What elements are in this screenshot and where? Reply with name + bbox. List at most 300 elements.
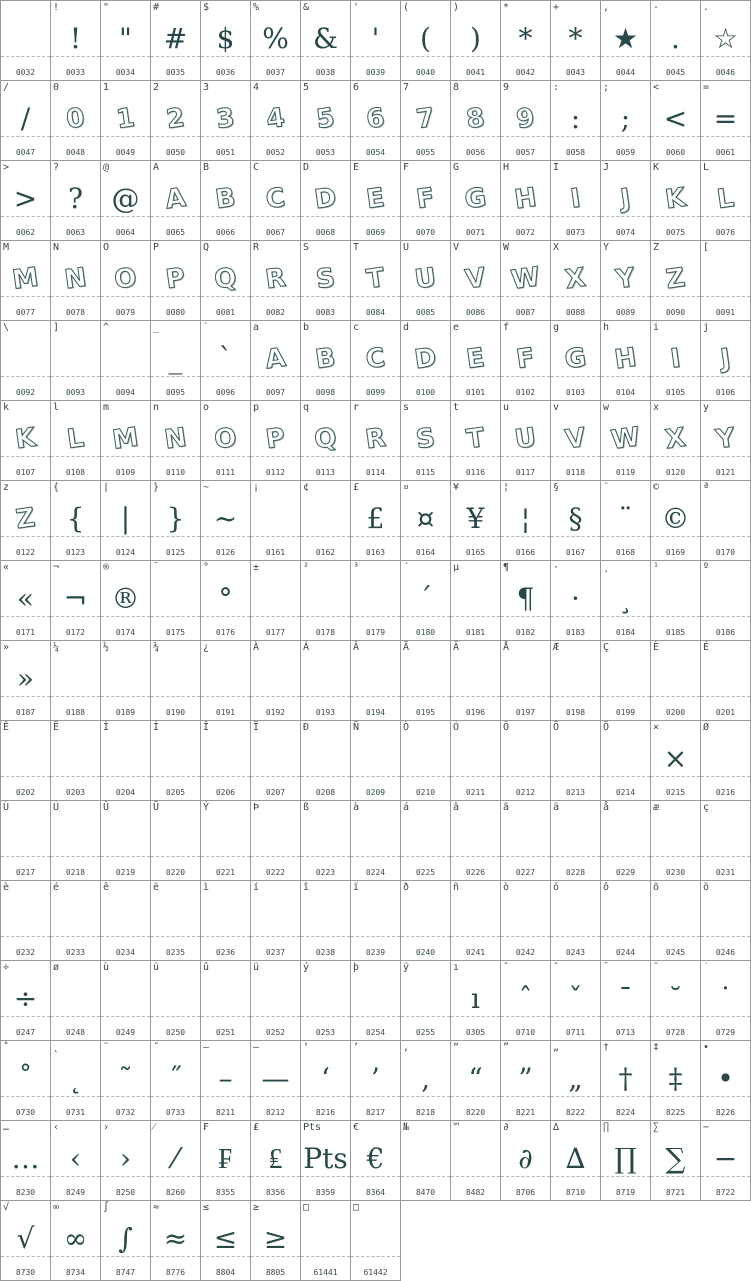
glyph-code: 0109: [115, 468, 136, 477]
glyph-code: 0171: [15, 628, 36, 637]
baseline-divider: [101, 936, 150, 937]
glyph-sample: –: [218, 1062, 233, 1095]
glyph-code: 0188: [65, 708, 86, 717]
glyph-cell-label: Ë: [53, 722, 60, 733]
glyph-code: 0241: [465, 948, 486, 957]
glyph-cell-label: ∏: [603, 1122, 610, 1133]
glyph-cell-label: Â: [353, 642, 360, 653]
glyph-code: 0238: [315, 948, 336, 957]
glyph-cell: [600, 240, 651, 321]
glyph-cell-label: ~: [203, 482, 210, 493]
glyph-cell: [200, 720, 251, 801]
glyph-code: 0219: [115, 868, 136, 877]
baseline-divider: [651, 616, 700, 617]
baseline-divider: [551, 616, 600, 617]
glyph-sample: Q: [212, 262, 239, 296]
glyph-code: 0066: [215, 228, 236, 237]
glyph-code: 0126: [215, 548, 236, 557]
glyph-code: 0119: [615, 468, 636, 477]
glyph-cell: [700, 800, 751, 881]
baseline-divider: [551, 56, 600, 57]
glyph-code: 0184: [615, 628, 636, 637]
baseline-divider: [351, 56, 400, 57]
glyph-cell-label: Y: [603, 242, 610, 253]
glyph-cell-label: 3: [203, 82, 210, 93]
glyph-sample: =: [713, 102, 738, 135]
glyph-cell-label: &: [303, 2, 310, 13]
baseline-divider: [351, 696, 400, 697]
glyph-code: 0047: [15, 148, 36, 157]
glyph-code: 0194: [365, 708, 386, 717]
glyph-cell-label: ®: [103, 562, 110, 573]
glyph-cell: [700, 720, 751, 801]
glyph-cell: [350, 480, 401, 561]
glyph-cell: [100, 800, 151, 881]
glyph-cell: [500, 400, 551, 481]
glyph-cell-label: >: [3, 162, 10, 173]
glyph-sample: W: [509, 262, 542, 296]
baseline-divider: [251, 856, 300, 857]
glyph-code: 0220: [165, 868, 186, 877]
glyph-cell-label: □: [303, 1202, 310, 1213]
glyph-cell-label: µ: [453, 562, 460, 573]
glyph-cell: [50, 1040, 101, 1121]
glyph-code: 0210: [415, 788, 436, 797]
baseline-divider: [601, 536, 650, 537]
baseline-divider: [451, 936, 500, 937]
glyph-code: 0089: [615, 308, 636, 317]
glyph-cell-label: Î: [203, 722, 210, 733]
glyph-cell-label: u: [503, 402, 510, 413]
glyph-code: 8217: [365, 1108, 386, 1117]
glyph-cell: [200, 1040, 251, 1121]
glyph-code: 0105: [665, 388, 686, 397]
glyph-cell: [50, 0, 101, 81]
glyph-cell: [300, 800, 351, 881]
glyph-cell: [250, 0, 301, 81]
glyph-cell-label: □: [353, 1202, 360, 1213]
glyph-sample: ˇ: [568, 982, 583, 1015]
glyph-code: 0729: [715, 1028, 736, 1037]
glyph-cell-label: g: [553, 322, 560, 333]
glyph-sample: :: [570, 102, 581, 135]
glyph-sample: H: [612, 342, 639, 376]
glyph-cell-label: À: [253, 642, 260, 653]
baseline-divider: [201, 1256, 250, 1257]
glyph-cell: [300, 880, 351, 961]
baseline-divider: [1, 936, 50, 937]
glyph-cell: [350, 400, 401, 481]
baseline-divider: [51, 936, 100, 937]
glyph-sample: 3: [214, 102, 237, 136]
glyph-cell: [650, 0, 701, 81]
glyph-code: 0176: [215, 628, 236, 637]
glyph-sample: ¸: [618, 582, 633, 615]
glyph-cell: [0, 320, 51, 401]
glyph-cell: [150, 80, 201, 161]
glyph-cell-label: ø: [53, 962, 60, 973]
glyph-cell-label: Z: [653, 242, 660, 253]
glyph-cell-label: m: [103, 402, 110, 413]
glyph-sample: •: [717, 1062, 734, 1095]
glyph-cell: [650, 800, 701, 881]
glyph-code: 0207: [265, 788, 286, 797]
glyph-code: 8224: [615, 1108, 636, 1117]
glyph-code: 0035: [165, 68, 186, 77]
glyph-cell: [400, 880, 451, 961]
baseline-divider: [201, 776, 250, 777]
glyph-cell-label: “: [453, 1042, 460, 1053]
glyph-cell: [100, 960, 151, 1041]
glyph-code: 0214: [615, 788, 636, 797]
glyph-cell-label: q: [303, 402, 310, 413]
glyph-cell: [400, 1040, 451, 1121]
glyph-code: 0037: [265, 68, 286, 77]
baseline-divider: [301, 1016, 350, 1017]
glyph-sample: ≈: [163, 1222, 188, 1255]
glyph-code: 0163: [365, 548, 386, 557]
glyph-cell: [450, 960, 501, 1041]
glyph-cell-label: ÿ: [403, 962, 410, 973]
glyph-cell-label: ¥: [453, 482, 460, 493]
glyph-cell-label: ©: [653, 482, 660, 493]
glyph-cell-label: Á: [303, 642, 310, 653]
glyph-sample: *: [568, 22, 583, 55]
glyph-cell: [300, 640, 351, 721]
glyph-cell: [50, 480, 101, 561]
glyph-code: 0221: [215, 868, 236, 877]
glyph-cell-label: 5: [303, 82, 310, 93]
glyph-code: 0247: [15, 1028, 36, 1037]
glyph-cell: [650, 560, 701, 641]
baseline-divider: [51, 216, 100, 217]
glyph-cell-label: l: [53, 402, 60, 413]
baseline-divider: [101, 1256, 150, 1257]
glyph-cell-label: +: [553, 2, 560, 13]
glyph-cell: [450, 480, 501, 561]
glyph-sample: ´: [418, 582, 433, 615]
baseline-divider: [351, 856, 400, 857]
glyph-cell: [250, 1200, 301, 1281]
glyph-sample: ¬: [63, 582, 88, 615]
baseline-divider: [501, 696, 550, 697]
glyph-code: 0033: [65, 68, 86, 77]
glyph-code: 0172: [65, 628, 86, 637]
glyph-cell-label: i: [653, 322, 660, 333]
glyph-cell: [350, 800, 401, 881]
glyph-sample: ': [371, 22, 380, 55]
glyph-cell-label: c: [353, 322, 360, 333]
glyph-cell: [50, 640, 101, 721]
glyph-code: 0245: [665, 948, 686, 957]
baseline-divider: [651, 1176, 700, 1177]
glyph-cell-label: 1: [103, 82, 110, 93]
glyph-code: 0305: [465, 1028, 486, 1037]
glyph-sample: @: [111, 182, 140, 215]
glyph-cell: [250, 1120, 301, 1201]
glyph-cell: [500, 240, 551, 321]
glyph-cell-label: №: [403, 1122, 410, 1133]
glyph-code: 0218: [65, 868, 86, 877]
glyph-code: 0206: [215, 788, 236, 797]
baseline-divider: [201, 376, 250, 377]
glyph-cell: [700, 1040, 751, 1121]
glyph-cell: [550, 560, 601, 641]
glyph-cell: [500, 160, 551, 241]
glyph-sample: >: [13, 182, 38, 215]
glyph-cell: [50, 1120, 101, 1201]
glyph-cell: [500, 80, 551, 161]
baseline-divider: [251, 1016, 300, 1017]
glyph-cell: [400, 160, 451, 241]
baseline-divider: [351, 616, 400, 617]
glyph-cell-label: ¢: [303, 482, 310, 493]
glyph-sample: 6: [364, 102, 387, 136]
glyph-sample: −: [713, 1142, 738, 1175]
glyph-cell-label: W: [503, 242, 510, 253]
glyph-cell-label: S: [303, 242, 310, 253]
baseline-divider: [351, 776, 400, 777]
glyph-cell: [550, 800, 601, 881]
glyph-code: 8211: [215, 1108, 236, 1117]
baseline-divider: [51, 856, 100, 857]
glyph-code: 0236: [215, 948, 236, 957]
glyph-cell: [500, 720, 551, 801]
glyph-code: 0193: [315, 708, 336, 717]
baseline-divider: [501, 1016, 550, 1017]
glyph-sample: ¥: [466, 502, 485, 535]
glyph-cell: [700, 640, 751, 721]
glyph-cell: [200, 960, 251, 1041]
glyph-cell: [0, 480, 51, 561]
glyph-cell: [100, 400, 151, 481]
glyph-cell: [450, 640, 501, 721]
glyph-code: 0061: [715, 148, 736, 157]
glyph-cell: [0, 240, 51, 321]
baseline-divider: [701, 1016, 750, 1017]
baseline-divider: [651, 536, 700, 537]
glyph-cell: [250, 640, 301, 721]
glyph-cell: [300, 720, 351, 801]
baseline-divider: [151, 1096, 200, 1097]
baseline-divider: [51, 1176, 100, 1177]
glyph-cell-label: |: [103, 482, 110, 493]
glyph-cell: [300, 1120, 351, 1201]
glyph-cell-label: √: [3, 1202, 10, 1213]
glyph-cell: [700, 560, 751, 641]
glyph-cell: [400, 480, 451, 561]
glyph-cell: [600, 320, 651, 401]
glyph-sample: B: [213, 182, 238, 216]
baseline-divider: [451, 1096, 500, 1097]
glyph-code: 0253: [315, 1028, 336, 1037]
glyph-cell-label: v: [553, 402, 560, 413]
glyph-sample: ∞: [63, 1222, 88, 1255]
glyph-cell: [450, 1120, 501, 1201]
baseline-divider: [201, 616, 250, 617]
glyph-cell-label: <: [653, 82, 660, 93]
glyph-cell: [100, 160, 151, 241]
glyph-cell-label: ˜: [103, 1042, 110, 1053]
glyph-cell: [0, 80, 51, 161]
glyph-sample: |: [120, 502, 131, 535]
glyph-code: 0086: [465, 308, 486, 317]
glyph-code: 0097: [265, 388, 286, 397]
glyph-code: 0078: [65, 308, 86, 317]
glyph-code: 0170: [715, 548, 736, 557]
glyph-cell: [650, 640, 701, 721]
glyph-cell: [0, 1040, 51, 1121]
glyph-code: 0196: [465, 708, 486, 717]
baseline-divider: [301, 696, 350, 697]
baseline-divider: [301, 56, 350, 57]
glyph-cell: [100, 1120, 151, 1201]
glyph-cell-label: ö: [703, 882, 710, 893]
glyph-cell-label: ú: [153, 962, 160, 973]
glyph-sample: O: [112, 262, 139, 296]
glyph-code: 0224: [365, 868, 386, 877]
glyph-code: 8260: [165, 1188, 186, 1197]
glyph-code: 0255: [415, 1028, 436, 1037]
glyph-code: 0065: [165, 228, 186, 237]
glyph-cell: [400, 320, 451, 401]
glyph-code: 0732: [115, 1108, 136, 1117]
glyph-sample: N: [162, 422, 189, 456]
glyph-cell: [250, 240, 301, 321]
glyph-cell-label: C: [253, 162, 260, 173]
glyph-code: 8805: [265, 1268, 286, 1277]
baseline-divider: [401, 616, 450, 617]
baseline-divider: [1, 616, 50, 617]
glyph-code: 0228: [565, 868, 586, 877]
baseline-divider: [151, 696, 200, 697]
baseline-divider: [701, 536, 750, 537]
glyph-sample: §: [568, 502, 583, 535]
glyph-code: 8226: [715, 1108, 736, 1117]
glyph-code: 0227: [515, 868, 536, 877]
glyph-code: 0082: [265, 308, 286, 317]
glyph-cell: [450, 80, 501, 161]
glyph-cell-label: :: [553, 82, 560, 93]
glyph-cell: [350, 960, 401, 1041]
glyph-code: 0161: [265, 548, 286, 557]
glyph-code: 0069: [365, 228, 386, 237]
glyph-sample: _: [168, 342, 183, 375]
glyph-code: 0711: [565, 1028, 586, 1037]
glyph-cell-label: @: [103, 162, 110, 173]
glyph-cell-label: ã: [503, 802, 510, 813]
glyph-cell: [450, 0, 501, 81]
glyph-sample: &: [313, 22, 338, 55]
glyph-cell: [500, 960, 551, 1041]
glyph-cell-label: ‹: [53, 1122, 60, 1133]
glyph-cell-label: ‚: [403, 1042, 410, 1053]
glyph-code: 0093: [65, 388, 86, 397]
baseline-divider: [651, 1016, 700, 1017]
glyph-cell-label: L: [703, 162, 710, 173]
baseline-divider: [1, 1176, 50, 1177]
baseline-divider: [701, 936, 750, 937]
glyph-code: 0060: [665, 148, 686, 157]
glyph-sample: (: [420, 22, 431, 55]
glyph-code: 0234: [115, 948, 136, 957]
glyph-cell: [400, 640, 451, 721]
glyph-cell: [400, 0, 451, 81]
glyph-cell: [300, 160, 351, 241]
glyph-cell-label: ¾: [153, 642, 160, 653]
glyph-cell: [150, 960, 201, 1041]
glyph-cell: [300, 960, 351, 1041]
glyph-sample: ~: [213, 502, 238, 535]
glyph-cell-label: b: [303, 322, 310, 333]
glyph-cell-label: ò: [503, 882, 510, 893]
glyph-sample: ×: [663, 742, 688, 775]
glyph-cell-label: ê: [103, 882, 110, 893]
glyph-cell: [700, 400, 751, 481]
glyph-code: 0057: [515, 148, 536, 157]
glyph-code: 0205: [165, 788, 186, 797]
glyph-cell: [50, 800, 101, 881]
glyph-cell: [0, 1200, 51, 1281]
glyph-cell: [150, 0, 201, 81]
glyph-cell: [50, 880, 101, 961]
glyph-cell-label: ): [453, 2, 460, 13]
glyph-cell-label: †: [603, 1042, 610, 1053]
glyph-cell: [100, 880, 151, 961]
glyph-code: 0075: [665, 228, 686, 237]
glyph-cell: [700, 80, 751, 161]
glyph-cell: [550, 1040, 601, 1121]
glyph-cell-label: s: [403, 402, 410, 413]
glyph-cell: [300, 1040, 351, 1121]
glyph-code: 0225: [415, 868, 436, 877]
baseline-divider: [51, 1096, 100, 1097]
glyph-sample: √: [16, 1222, 35, 1255]
glyph-cell: [400, 1120, 451, 1201]
baseline-divider: [351, 1176, 400, 1177]
baseline-divider: [301, 776, 350, 777]
baseline-divider: [651, 136, 700, 137]
glyph-cell: [100, 240, 151, 321]
baseline-divider: [201, 856, 250, 857]
glyph-code: 0191: [215, 708, 236, 717]
glyph-code: 0114: [365, 468, 386, 477]
glyph-cell-label: Í: [153, 722, 160, 733]
glyph-code: 0104: [615, 388, 636, 397]
glyph-sample: ₤: [268, 1142, 283, 1175]
glyph-code: 0166: [515, 548, 536, 557]
glyph-cell-label: É: [703, 642, 710, 653]
glyph-cell: [350, 560, 401, 641]
glyph-cell: [700, 240, 751, 321]
glyph-code: 0054: [365, 148, 386, 157]
glyph-cell-label: Ú: [53, 802, 60, 813]
glyph-cell-label: ›: [103, 1122, 110, 1133]
glyph-code: 0099: [365, 388, 386, 397]
baseline-divider: [201, 1096, 250, 1097]
glyph-sample: P: [263, 422, 288, 456]
glyph-code: 0710: [515, 1028, 536, 1037]
glyph-sample: *: [518, 22, 533, 55]
baseline-divider: [101, 1176, 150, 1177]
glyph-code: 0222: [265, 868, 286, 877]
glyph-cell: [650, 960, 701, 1041]
glyph-cell: [600, 880, 651, 961]
glyph-cell-label: ¸: [603, 562, 610, 573]
glyph-cell: [500, 0, 551, 81]
baseline-divider: [401, 536, 450, 537]
glyph-cell-label: t: [453, 402, 460, 413]
